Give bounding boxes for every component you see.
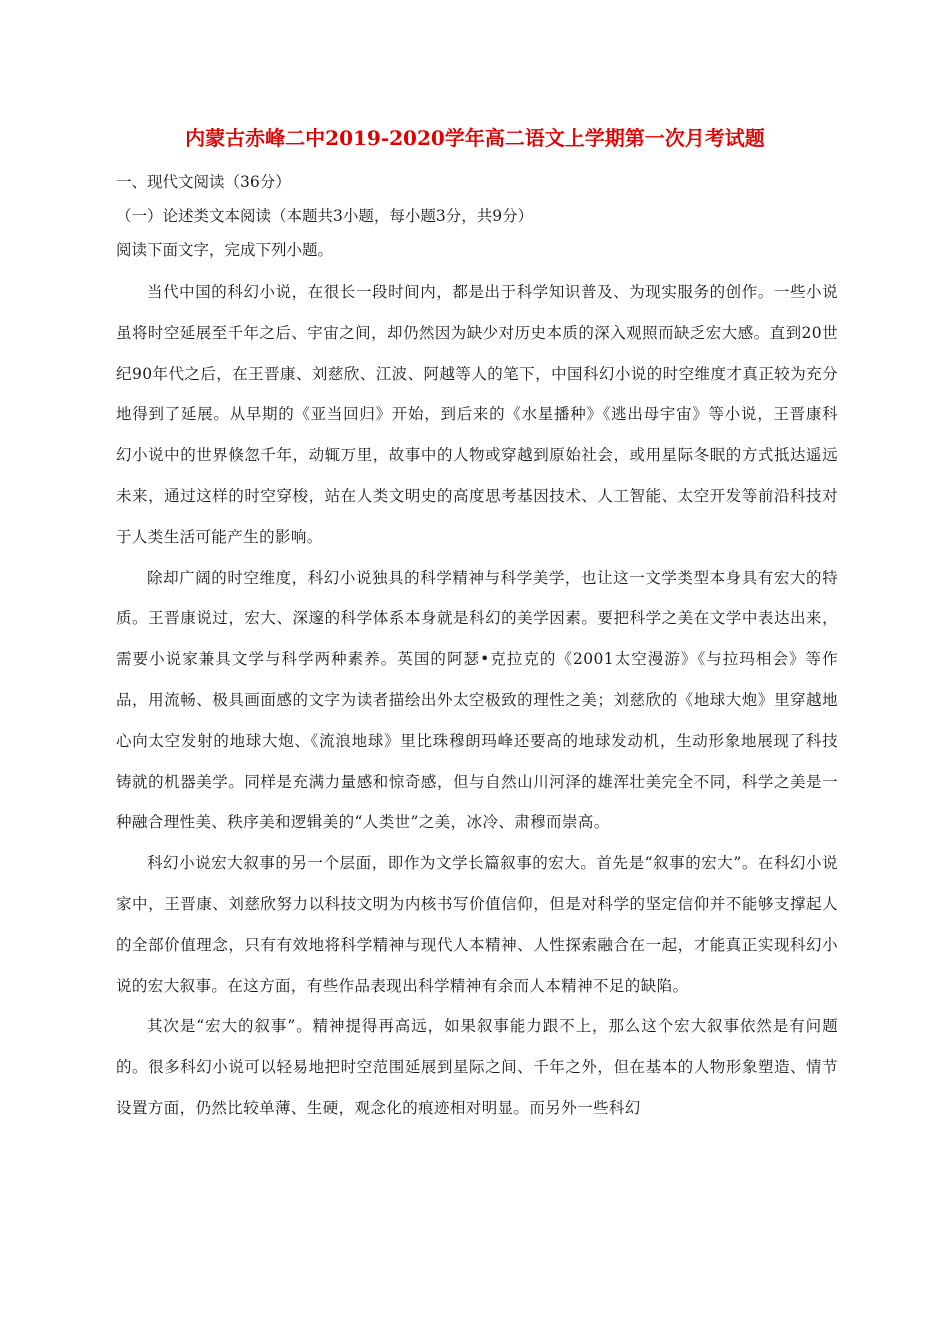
document-body <box>116 168 838 1129</box>
section-heading: 一、现代文阅读（36分） <box>116 173 291 191</box>
paragraph-1: 当代中国的科幻小说，在很长一段时间内，都是出于科学知识普及、为现实服务的创作。一些小说虽将时空延展至千年之后、宇宙之间，却仍然因为缺少对历史本质的深入观照而缺乏宏大感。直到20世纪90年代之后，在王晋康、刘慈欣、江波、阿越等人的笔下，中国科幻小说的时空维度才真正较为充分地得到了延展。从早期的《亚当回归》开始，到后来的《水星播种》《逃出母宇宙》等小说，王晋康科幻小说中的世界倏忽千年，动辄万里，故事中的人物或穿越到原始社会，或用星际冬眠的方式抵达遥远未来，通过这样的时空穿梭，站在人类文明史的高度思考基因技术、人工智能、太空开发等前沿科技对于人类生活可能产生的影响。 <box>116 283 838 546</box>
reading-instruction: 阅读下面文字，完成下列小题。 <box>116 241 334 259</box>
paragraph-2: 除却广阔的时空维度，科幻小说独具的科学精神与科学美学，也让这一文学类型本身具有宏大的特质。王晋康说过，宏大、深邃的科学体系本身就是科幻的美学因素。要把科学之美在文学中表达出来，需要小说家兼具文学与科学两种素养。英国的阿瑟•克拉克的《2001太空漫游》《与拉玛相会》等作品，用流畅、极具画面感的文字为读者描绘出外太空极致的理性之美；刘慈欣的《地球大炮》里穿越地心向太空发射的地球大炮、《流浪地球》里比珠穆朗玛峰还要高的地球发动机，生动形象地展现了科技铸就的机器美学。同样是充满力量感和惊奇感，但与自然山川河泽的雄浑壮美完全不同，科学之美是一种融合理性美、秩序美和逻辑美的“人类世”之美，冰冷、肃穆而崇高。 <box>116 568 838 832</box>
subsection-heading: （一）论述类文本阅读（本题共3小题，每小题3分，共9分） <box>116 207 534 225</box>
document-title: 内蒙古赤峰二中2019-2020学年高二语文上学期第一次月考试题 <box>185 126 765 150</box>
paragraph-4: 其次是“宏大的叙事”。精神提得再高远，如果叙事能力跟不上，那么这个宏大叙事依然是有问题的。很多科幻小说可以轻易地把时空范围延展到星际之间、千年之外，但在基本的人物形象塑造、情节设置方面，仍然比较单薄、生硬，观念化的痕迹相对明显。而另外一些科幻 <box>116 1017 838 1117</box>
paragraph-3: 科幻小说宏大叙事的另一个层面，即作为文学长篇叙事的宏大。首先是“叙事的宏大”。在科幻小说家中，王晋康、刘慈欣努力以科技文明为内核书写价值信仰，但是对科学的坚定信仰并不能够支撑起人的全部价值理念，只有有效地将科学精神与现代人本精神、人性探索融合在一起，才能真正实现科幻小说的宏大叙事。在这方面，有些作品表现出科学精神有余而人本精神不足的缺陷。 <box>116 854 838 995</box>
